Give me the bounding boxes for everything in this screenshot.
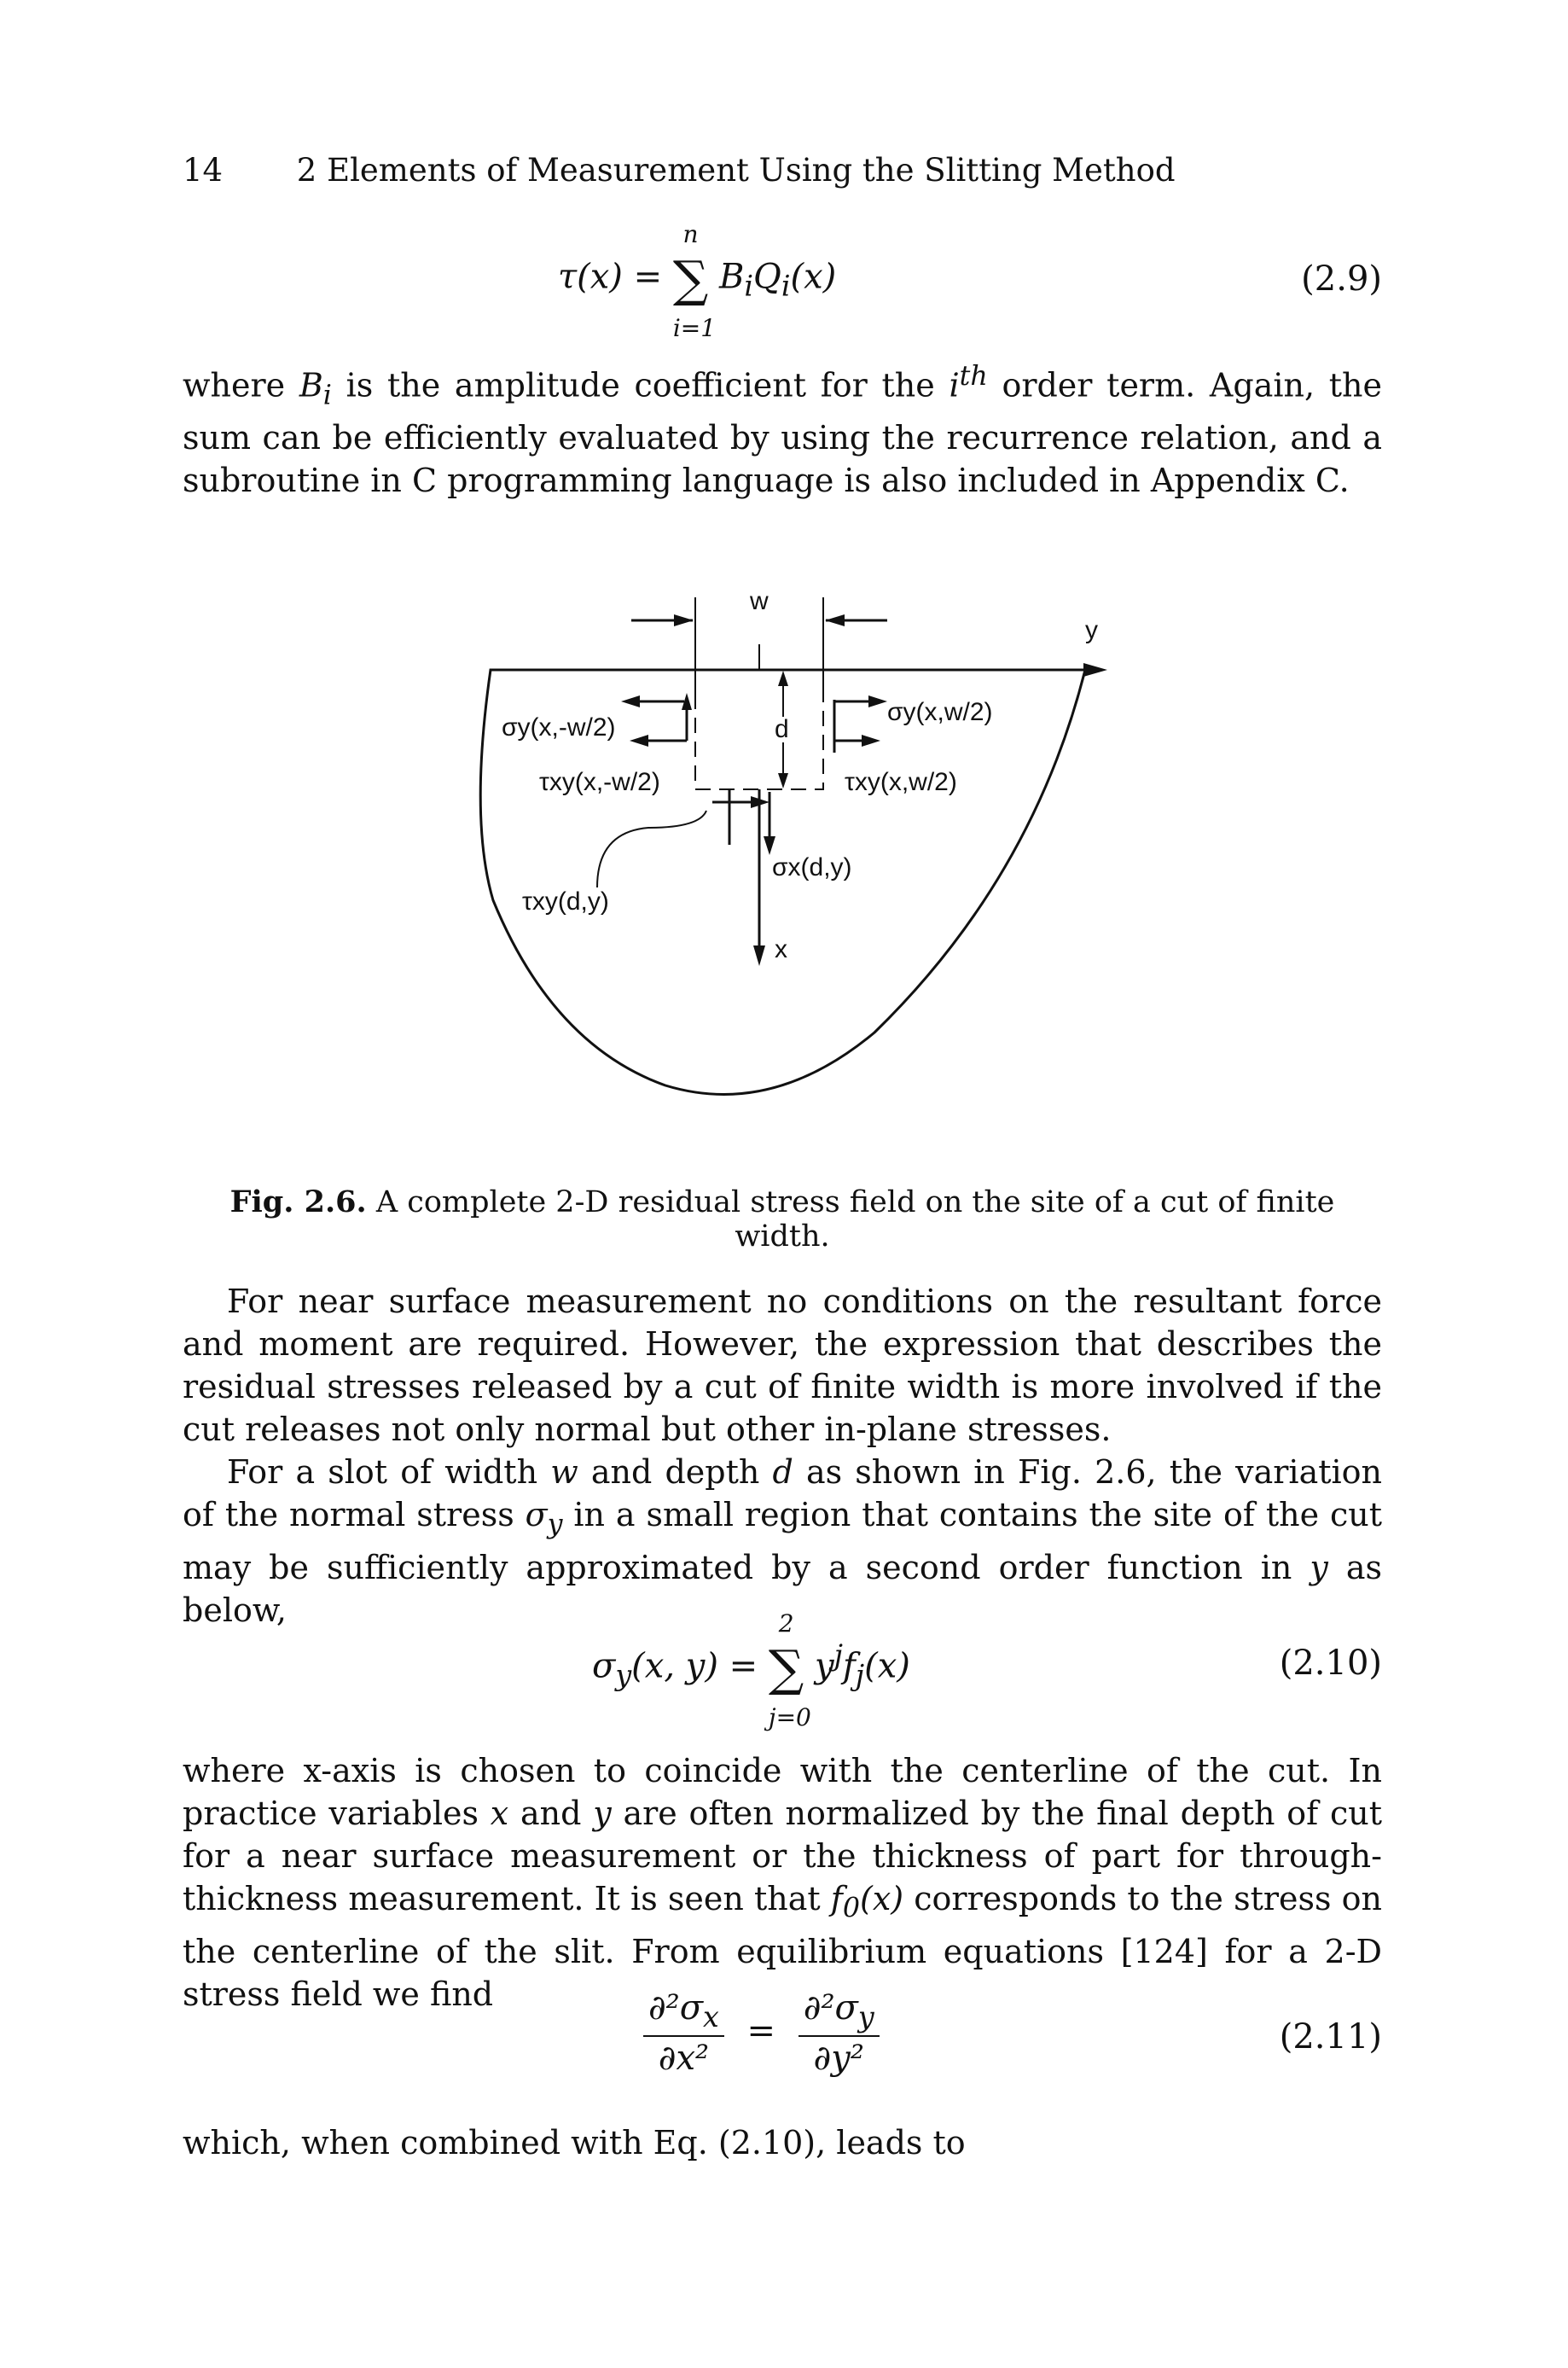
paragraph: For a slot of width w and depth d as shown in Fig. 2.6, the variation of the normal stress $\sigma_y$ in a small region that contains the site of the cut may be sufficiently approximated by a second order function in y as below, (183, 1453, 1382, 1629)
tau-left-base-arrowhead (630, 735, 648, 747)
sigma-y-right-arrowhead (868, 695, 887, 707)
label-tau-dy: τxy(d,y) (522, 887, 609, 916)
equation-2-10: $\sigma_y(x$, y) = 2 ∑ j=0 $y^jf_j(x)$ (2.10) (592, 1609, 1382, 1731)
sigma-x-arrowhead (764, 836, 775, 855)
label-sigma-y-right: σy(x,w/2) (887, 698, 993, 726)
equation-number: (2.9) (1301, 259, 1382, 299)
page-number: 14 (183, 152, 224, 189)
label-sigma-y-left: σy(x,-w/2) (502, 713, 616, 742)
equation-2-11: $\frac{\partial^2\sigma_x}{\text{∂x²}}$ = $\frac{\partial^2\sigma_y}{\text{∂y²}}$ (2.11) (183, 1988, 1382, 2091)
tau-right-arrowhead (862, 735, 880, 747)
paragraph: which, when combined with Eq. (2.10), leads to (183, 2124, 966, 2161)
label-y: y (1085, 616, 1098, 644)
sigma-y-left-arrowhead (621, 695, 640, 707)
label-sigma-x: σx(d,y) (772, 853, 852, 881)
slot-outline (695, 670, 823, 789)
caption-text: A complete 2-D residual stress field on the site of a cut of finite width. (366, 1185, 1335, 1254)
label-w: w (750, 587, 769, 615)
tau-dy-leader (597, 811, 706, 887)
caption-label: Fig. 2.6. (229, 1184, 367, 1219)
paragraph: where x-axis is chosen to coincide with the centerline of the cut. In practice variables x and y are often normalized by the final depth of cut for a near surface measurement or the thickness of part for through-thickness measurement. It is seen that $f_0(x)$ corresponds to the stress on the centerline of the slit. From equilibrium equations [124] for a 2-D stress field we find (183, 1752, 1382, 2013)
depth-arrowhead-up (778, 671, 788, 686)
equation-number: (2.11) (1279, 2017, 1382, 2057)
figure-caption (183, 1184, 1382, 1254)
paragraph: For near surface measurement no conditions on the resultant force and moment are required. However, the expression that describes the residual stresses released by a cut of finite width is more involved if the cut releases not only normal but other in-plane stresses. (183, 1283, 1382, 1448)
fraction-left: $\frac{\partial^2\sigma_x}{\text{∂x²}}$ (643, 1988, 724, 2078)
x-axis-arrowhead (753, 945, 765, 966)
width-arrowhead-left (674, 614, 694, 626)
paragraph: where $B_i$ is the amplitude coefficient for the $i^{th}$ order term. Again, the sum can be efficiently evaluated by using the recurrence relation, and a subroutine in C programming language is also included in Appendix C. (183, 361, 1382, 500)
summation: n ∑ i=1 (672, 220, 717, 342)
width-arrowhead-right (825, 614, 845, 626)
equation-number: (2.10) (1279, 1644, 1382, 1683)
label-x: x (775, 935, 787, 963)
y-axis-arrowhead (1083, 663, 1107, 677)
equation-2-9: τ(x) = n ∑ i=1 $B_iQ_i(x)$ (2.9) (558, 220, 1382, 342)
label-d: d (775, 715, 789, 743)
depth-arrowhead-down (778, 773, 788, 788)
label-tau-left: τxy(x,-w/2) (539, 768, 660, 796)
summation: 2 ∑ j=0 (768, 1609, 811, 1731)
label-tau-right: τxy(x,w/2) (845, 768, 957, 796)
chapter-title: 2 Elements of Measurement Using the Slitting Method (296, 152, 1176, 189)
fraction-right: $\frac{\partial^2\sigma_y}{\text{∂y²}}$ (799, 1988, 880, 2078)
